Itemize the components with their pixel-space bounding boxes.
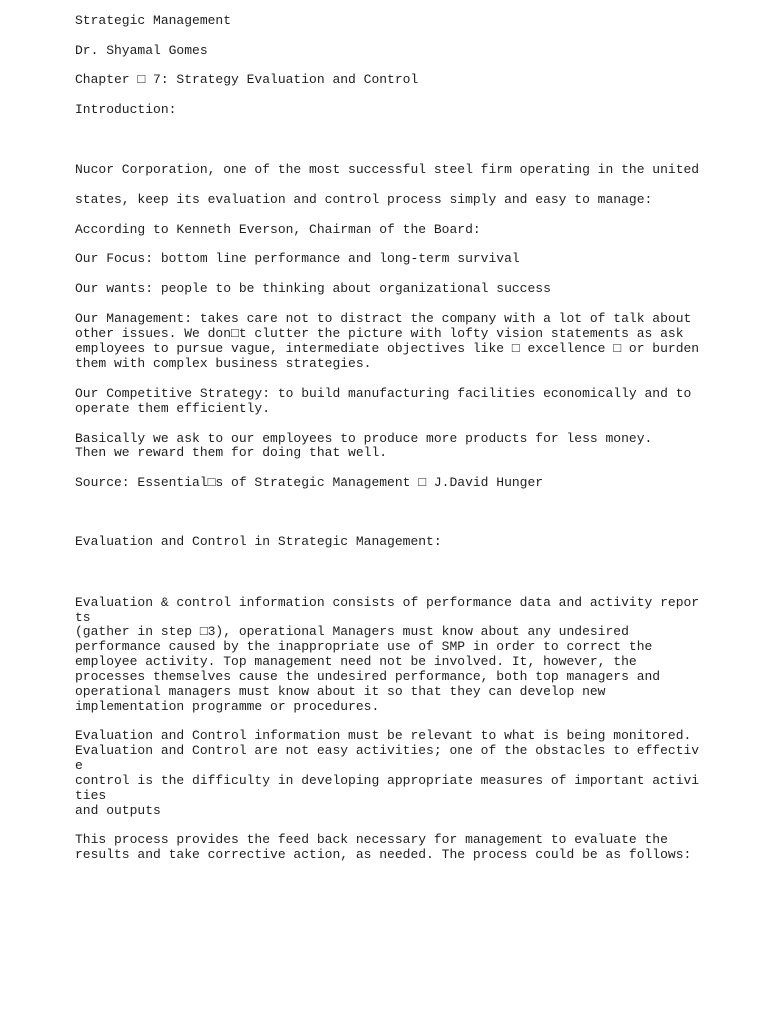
relevance-paragraph-line: ties xyxy=(75,788,107,803)
evaluation-paragraph-line: operational managers must know about it so that they can develop new xyxy=(75,684,606,699)
relevance-paragraph-line: Evaluation and Control information must be relevant to what is being monitored. xyxy=(75,728,692,743)
chapter-heading: Chapter □ 7: Strategy Evaluation and Control xyxy=(75,72,419,87)
evaluation-paragraph-line: employee activity. Top management need not be involved. It, however, the xyxy=(75,654,637,669)
intro-heading: Introduction: xyxy=(75,102,177,117)
evaluation-paragraph-line: performance caused by the inappropriate use of SMP in order to correct the xyxy=(75,639,653,654)
focus-line: Our Focus: bottom line performance and long-term survival xyxy=(75,251,520,266)
relevance-paragraph-line: control is the difficulty in developing appropriate measures of important activi xyxy=(75,773,700,788)
relevance-paragraph-line: and outputs xyxy=(75,803,161,818)
intro-paragraph-line: states, keep its evaluation and control process simply and easy to manage: xyxy=(75,192,653,207)
intro-paragraph-line: Nucor Corporation, one of the most successful steel firm operating in the united xyxy=(75,162,700,177)
basically-paragraph-line: Then we reward them for doing that well. xyxy=(75,445,388,460)
evaluation-paragraph-line: ts xyxy=(75,610,91,625)
competitive-paragraph-line: operate them efficiently. xyxy=(75,401,271,416)
process-paragraph-line: This process provides the feed back necessary for management to evaluate the xyxy=(75,832,668,847)
management-paragraph-line: other issues. We don□t clutter the picture with lofty vision statements as ask xyxy=(75,326,684,341)
course-title: Strategic Management xyxy=(75,13,232,28)
evaluation-paragraph-line: Evaluation & control information consists of performance data and activity repor xyxy=(75,595,700,610)
author-name: Dr. Shyamal Gomes xyxy=(75,43,208,58)
relevance-paragraph-line: e xyxy=(75,758,83,773)
wants-line: Our wants: people to be thinking about organizational success xyxy=(75,281,551,296)
evaluation-paragraph-line: implementation programme or procedures. xyxy=(75,699,380,714)
evaluation-paragraph-line: processes themselves cause the undesired performance, both top managers and xyxy=(75,669,661,684)
evaluation-paragraph-line: (gather in step □3), operational Managers must know about any undesired xyxy=(75,624,629,639)
according-line: According to Kenneth Everson, Chairman of the Board: xyxy=(75,222,481,237)
section-heading: Evaluation and Control in Strategic Management: xyxy=(75,534,442,549)
basically-paragraph-line: Basically we ask to our employees to produce more products for less money. xyxy=(75,431,653,446)
source-line: Source: Essential□s of Strategic Management □ J.David Hunger xyxy=(75,475,544,490)
management-paragraph-line: Our Management: takes care not to distract the company with a lot of talk about xyxy=(75,311,692,326)
relevance-paragraph-line: Evaluation and Control are not easy activities; one of the obstacles to effectiv xyxy=(75,743,700,758)
management-paragraph-line: employees to pursue vague, intermediate objectives like □ excellence □ or burden xyxy=(75,341,700,356)
competitive-paragraph-line: Our Competitive Strategy: to build manufacturing facilities economically and to xyxy=(75,386,692,401)
management-paragraph-line: them with complex business strategies. xyxy=(75,356,372,371)
process-paragraph-line: results and take corrective action, as needed. The process could be as follows: xyxy=(75,847,692,862)
